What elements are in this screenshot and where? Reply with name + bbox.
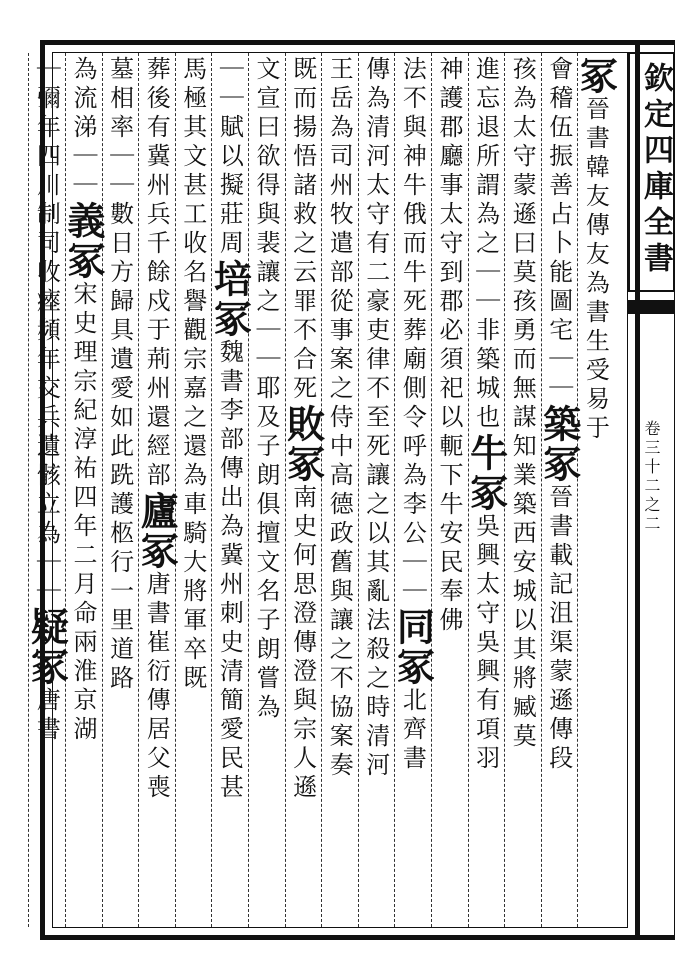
column-text: 業築西安城以其將臧莫 (508, 462, 537, 752)
text-column (322, 56, 356, 926)
column-text: 宋史理宗紀淳祐四年二月命兩淮京湖 (69, 281, 97, 745)
column-text: 魏書李部傳出為冀州刺史清簡愛民甚 (215, 339, 244, 803)
entry-heading: 敗冢 (280, 404, 326, 484)
column-text: 晉書韓友傳友為書生受易于 (581, 96, 610, 444)
text-column (536, 56, 582, 926)
entry-heading: 廬冢 (134, 491, 180, 571)
column-text: 晉書載記沮渠蒙遜傳段 (544, 484, 573, 774)
entry-heading: 築冢 (536, 404, 582, 484)
column-text: ｜彌年 (32, 56, 61, 143)
entry-heading: 疑冢 (24, 607, 70, 687)
column-text: 孩為太守蒙遜曰莫孩勇而無謀知 (508, 56, 537, 462)
column-text: 墓相率｜｜數日方歸具遺愛如此 (105, 56, 134, 462)
text-column (134, 56, 180, 926)
column-text: 唐書 (32, 687, 61, 745)
entry-heading: 牛冢 (463, 433, 509, 513)
column-text: 進忘退所謂為之｜｜非築城也 (471, 56, 500, 433)
column-text: 文宣曰欲得與裴讓之｜｜耶 (252, 56, 280, 404)
column-text: 唐書崔衍傳居父喪 (142, 571, 171, 803)
volume-number: 卷三十二之二 (642, 420, 661, 534)
column-text: 收名譽觀宗嘉之還為車騎大將軍卒既 (178, 230, 207, 694)
book-title: 欽定四庫全書 (638, 62, 673, 278)
column-text: 北齊書 (398, 687, 427, 774)
text-column (280, 56, 326, 926)
text-column (249, 56, 283, 926)
entry-heading: 同冢 (390, 607, 436, 687)
column-text: 四川制司收瘞頻年交兵遺骸立為｜｜ (32, 143, 61, 607)
column-text: ｜｜賦以擬莊周 (215, 56, 244, 259)
column-text: 傳為清河太守有二豪吏律不至死讓之以其亂法殺之時清河 (361, 56, 390, 781)
column-text: 既而揚悟諸救之云罪不合死 (288, 56, 317, 404)
column-text: 及子朗俱擅文名子朗嘗為 (252, 404, 280, 723)
column-text: 馬極其文甚工 (178, 56, 207, 230)
text-column (207, 56, 253, 926)
column-text: 南史何思澄傳澄與宗人遜 (288, 484, 317, 803)
entry-heading: 義冢 (61, 201, 106, 281)
text-column (24, 56, 70, 926)
text-column (505, 56, 539, 926)
fish-tail-mark (628, 300, 675, 314)
column-text: 神護郡廳事太守到郡必須祀以軛下牛安民奉佛 (435, 56, 463, 636)
text-column (463, 56, 509, 926)
text-column (103, 56, 137, 926)
text-column (390, 56, 436, 926)
text-column (359, 56, 393, 926)
text-column (573, 56, 619, 926)
text-column (432, 56, 466, 926)
column-text: 為流涕｜｜ (69, 56, 97, 201)
text-column (176, 56, 210, 926)
column-text: 跣護柩行一里道路 (105, 462, 134, 694)
column-text: 葬後有冀州兵千餘戍于荊州還經部 (142, 56, 171, 491)
column-text: 王岳為司州牧遣部從事案之侍中高德政舊與讓之不協案奏 (325, 56, 354, 781)
text-column (61, 56, 106, 926)
column-text: 會稽伍振善占卜能圖宅｜｜ (544, 56, 573, 404)
entry-heading: 冢 (573, 56, 619, 96)
entry-heading: 培冢 (207, 259, 253, 339)
column-text: 法不與神牛俄而牛死葬廟側令呼為李公｜｜ (398, 56, 427, 607)
column-text: 吳興太守吳興有項羽 (471, 513, 500, 774)
